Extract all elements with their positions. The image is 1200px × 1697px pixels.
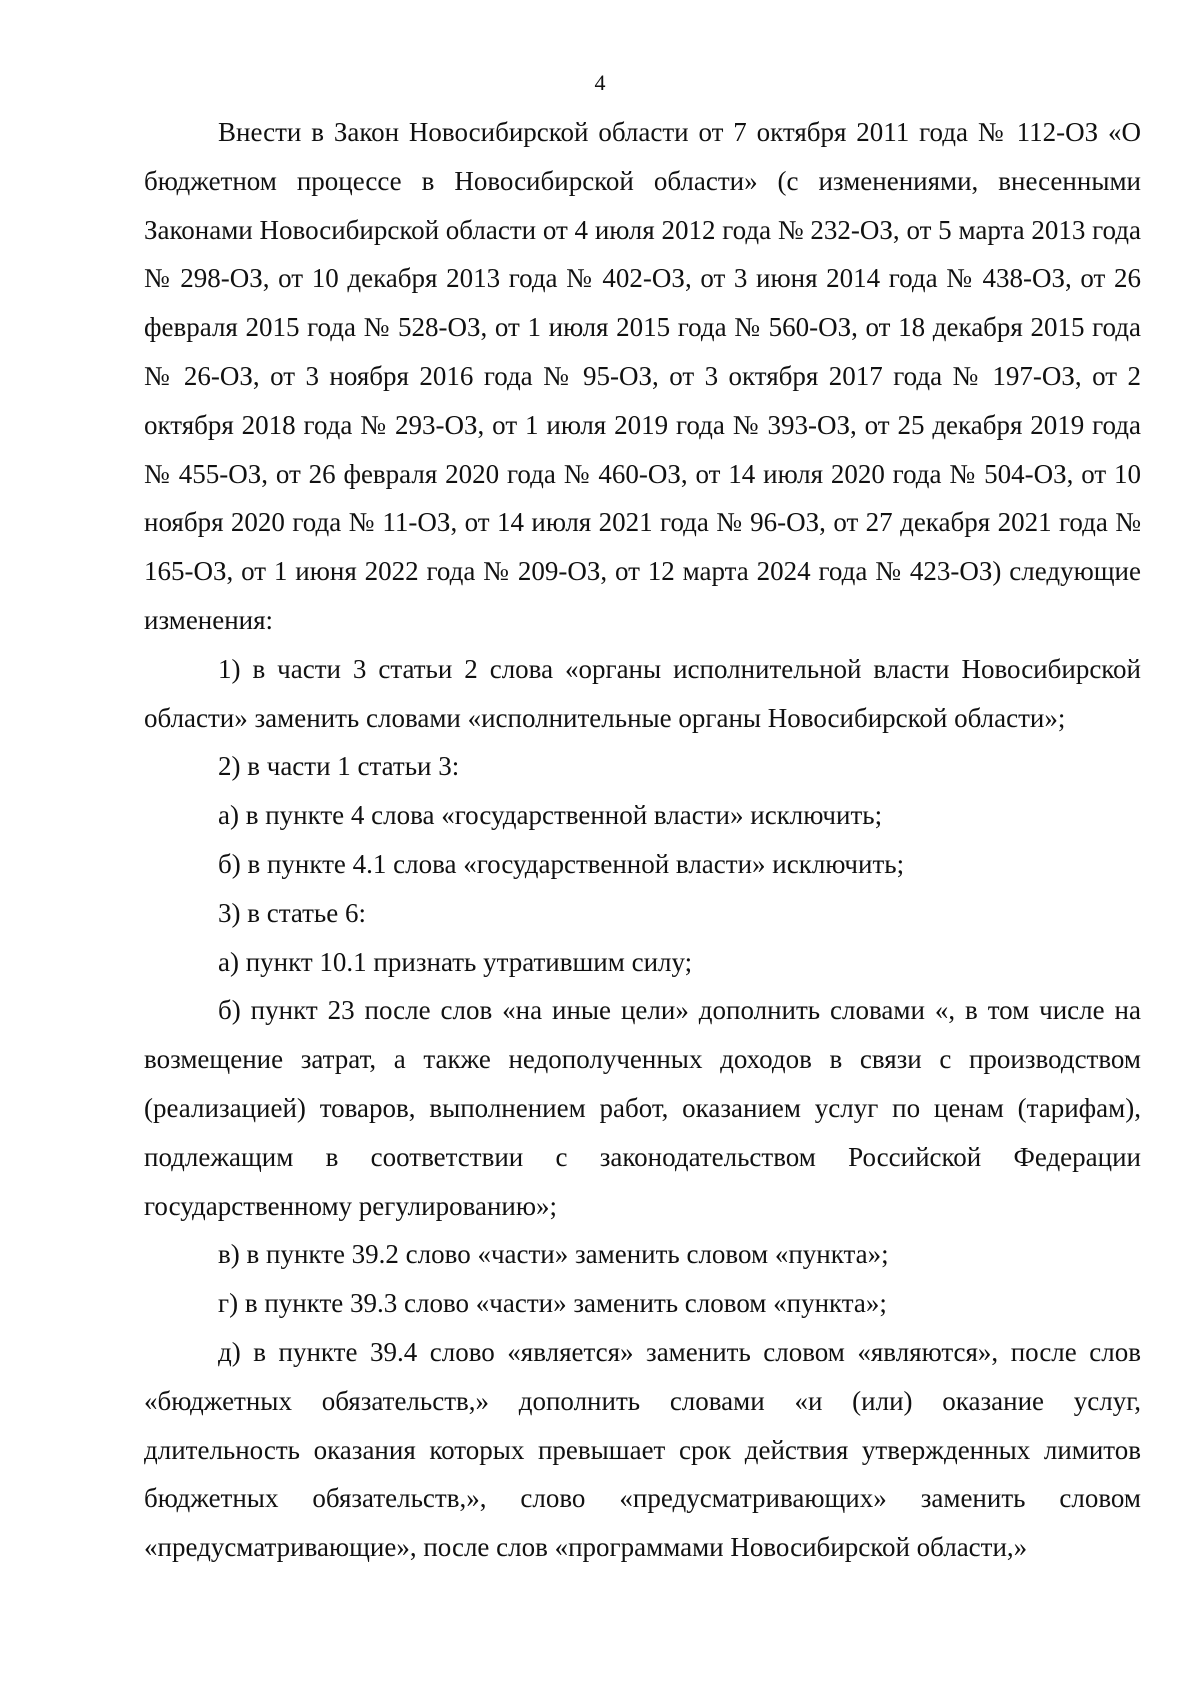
paragraph-item-3g: г) в пункте 39.3 слово «части» заменить словом «пункта»; [218, 1288, 887, 1319]
page-number: 4 [594, 70, 606, 95]
paragraph-intro: Внести в Закон Новосибирской области от 7 октября 2011 года № 112-ОЗ «О бюджетном процессе в Новосибирской области» (с изменениями, внесенными Законами Новосибирской области от 4 июля 2012 года № 232-ОЗ, от 5 марта 2013 года № 298-ОЗ, от 10 декабря 2013 года № 402-ОЗ, от 3 июня 2014 года № 438-ОЗ, от 26 февраля 2015 года № 528-ОЗ, от 1 июля 2015 года № 560-ОЗ, от 18 декабря 2015 года № 26-ОЗ, от 3 ноября 2016 года № 95-ОЗ, от 3 октября 2017 года № 197-ОЗ, от 2 октября 2018 года № 293-ОЗ, от 1 июля 2019 года № 393-ОЗ, от 25 декабря 2019 года № 455-ОЗ, от 26 февраля 2020 года № 460-ОЗ, от 14 июля 2020 года № 504-ОЗ, от 10 ноября 2020 года № 11-ОЗ, от 14 июля 2021 года № 96-ОЗ, от 27 декабря 2021 года № 165-ОЗ, от 1 июня 2022 года № 209-ОЗ, от 12 марта 2024 года № 423-ОЗ) следующие изменения: [144, 117, 1141, 635]
paragraph-item-3a: а) пункт 10.1 признать утратившим силу; [218, 946, 693, 977]
paragraph-item-3d: д) в пункте 39.4 слово «является» заменить словом «являются», после слов «бюджетных обязательств,» дополнить словами «и (или) оказание услуг, длительность оказания которых превышает срок действия утвержденных лимитов бюджетных обязательств,», слово «предусматривающих» заменить словом «предусматривающие», после слов «программами Новосибирской области,» [144, 1336, 1141, 1563]
paragraph-item-3v: в) в пункте 39.2 слово «части» заменить словом «пункта»; [218, 1239, 889, 1270]
paragraph-item-1: 1) в части 3 статьи 2 слова «органы исполнительной власти Новосибирской области» заменить словами «исполнительные органы Новосибирской области»; [144, 653, 1141, 733]
paragraph-item-2a: а) в пункте 4 слова «государственной власти» исключить; [218, 800, 883, 831]
paragraph-item-2: 2) в части 1 статьи 3: [218, 751, 460, 782]
paragraph-item-2b: б) в пункте 4.1 слова «государственной власти» исключить; [218, 848, 905, 879]
paragraph-item-3: 3) в статье 6: [218, 897, 366, 928]
paragraph-item-3b: б) пункт 23 после слов «на иные цели» дополнить словами «, в том числе на возмещение затрат, а также недополученных доходов в связи с производством (реализацией) товаров, выполнением работ, оказанием услуг по ценам (тарифам), подлежащим в соответствии с законодательством Российской Федерации государственному регулированию»; [144, 995, 1141, 1221]
document-body [144, 108, 1141, 1572]
